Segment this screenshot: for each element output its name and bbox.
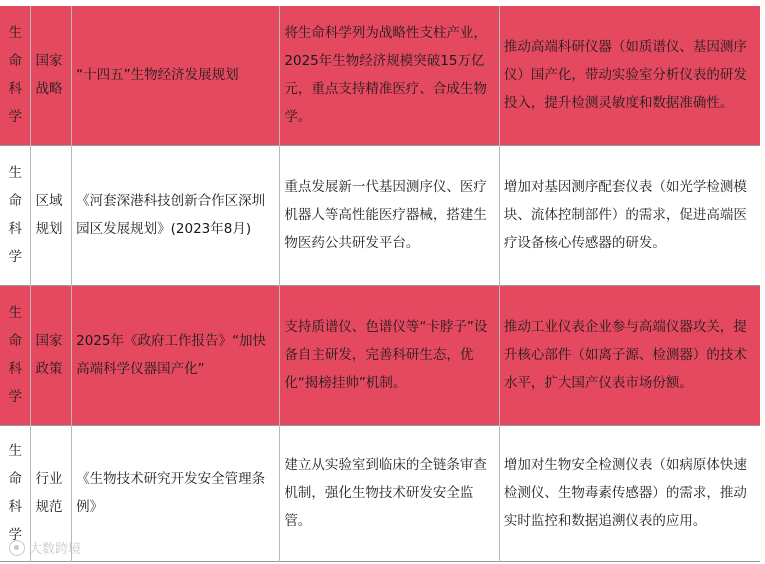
document-cell: 《生物技术研究开发安全管理条例》 <box>72 425 280 561</box>
focus-cell: 建立从实验室到临床的全链条审查机制，强化生物技术研发安全监管。 <box>280 425 499 561</box>
field-char: 科 <box>8 81 22 98</box>
focus-cell: 支持质谱仪、色谱仪等“卡脖子”设备自主研发，完善科研生态，优化“揭榜挂帅”机制。 <box>280 285 499 425</box>
field-char: 学 <box>8 389 22 405</box>
table-row <box>0 145 760 285</box>
field-char: 命 <box>8 333 22 349</box>
impact-cell: 增加对生物安全检测仪表（如病原体快速检测仪、生物毒素传感器）的需求，推动实时监控和数据追溯仪表的应用。 <box>499 425 760 561</box>
policy-table <box>0 6 760 562</box>
level-cell: 行业规范 <box>31 425 72 561</box>
field-char: 学 <box>8 527 22 543</box>
table-row <box>0 425 760 561</box>
field-char: 科 <box>8 221 22 237</box>
field-cell <box>0 285 31 425</box>
focus-cell: 重点发展新一代基因测序仪、医疗机器人等高性能医疗器械，搭建生物医药公共研发平台。 <box>280 145 499 285</box>
field-char: 命 <box>8 471 22 487</box>
table-row <box>0 6 760 145</box>
impact-cell: 增加对基因测序配套仪表（如光学检测模块、流体控制部件）的需求，促进高端医疗设备核心传感器的研发。 <box>499 145 760 285</box>
field-char: 生 <box>8 305 22 321</box>
document-cell: 《河套深港科技创新合作区深圳园区发展规划》(2023年8月) <box>72 145 280 285</box>
level-cell: 区域规划 <box>31 145 72 285</box>
field-char: 生 <box>8 443 22 459</box>
field-char: 科 <box>8 499 22 515</box>
watermark <box>9 538 81 557</box>
impact-cell: 推动工业仪表企业参与高端仪器攻关，提升核心部件（如离子源、检测器）的技术水平，扩大国产仪表市场份额。 <box>499 285 760 425</box>
field-char: 命 <box>8 193 22 209</box>
field-char: 命 <box>8 53 22 70</box>
field-cell <box>0 145 31 285</box>
watermark-text: 大数跨境 <box>29 542 82 557</box>
document-cell: “十四五”生物经济发展规划 <box>72 6 280 145</box>
field-char: 生 <box>8 165 22 181</box>
field-char: 科 <box>8 361 22 377</box>
field-char: 生 <box>8 25 22 42</box>
logo-icon <box>9 540 25 556</box>
impact-cell: 推动高端科研仪器（如质谱仪、基因测序仪）国产化，带动实验室分析仪表的研发投入，提升检测灵敏度和数据准确性。 <box>499 6 760 145</box>
field-cell <box>0 6 31 145</box>
document-cell: 2025年《政府工作报告》“加快高端科学仪器国产化” <box>72 285 280 425</box>
level-cell: 国家政策 <box>31 285 72 425</box>
table-row <box>0 285 760 425</box>
field-char: 学 <box>8 249 22 265</box>
field-char: 学 <box>8 109 22 126</box>
focus-cell: 将生命科学列为战略性支柱产业，2025年生物经济规模突破15万亿元，重点支持精准医疗、合成生物学。 <box>280 6 499 145</box>
level-cell: 国家战略 <box>31 6 72 145</box>
